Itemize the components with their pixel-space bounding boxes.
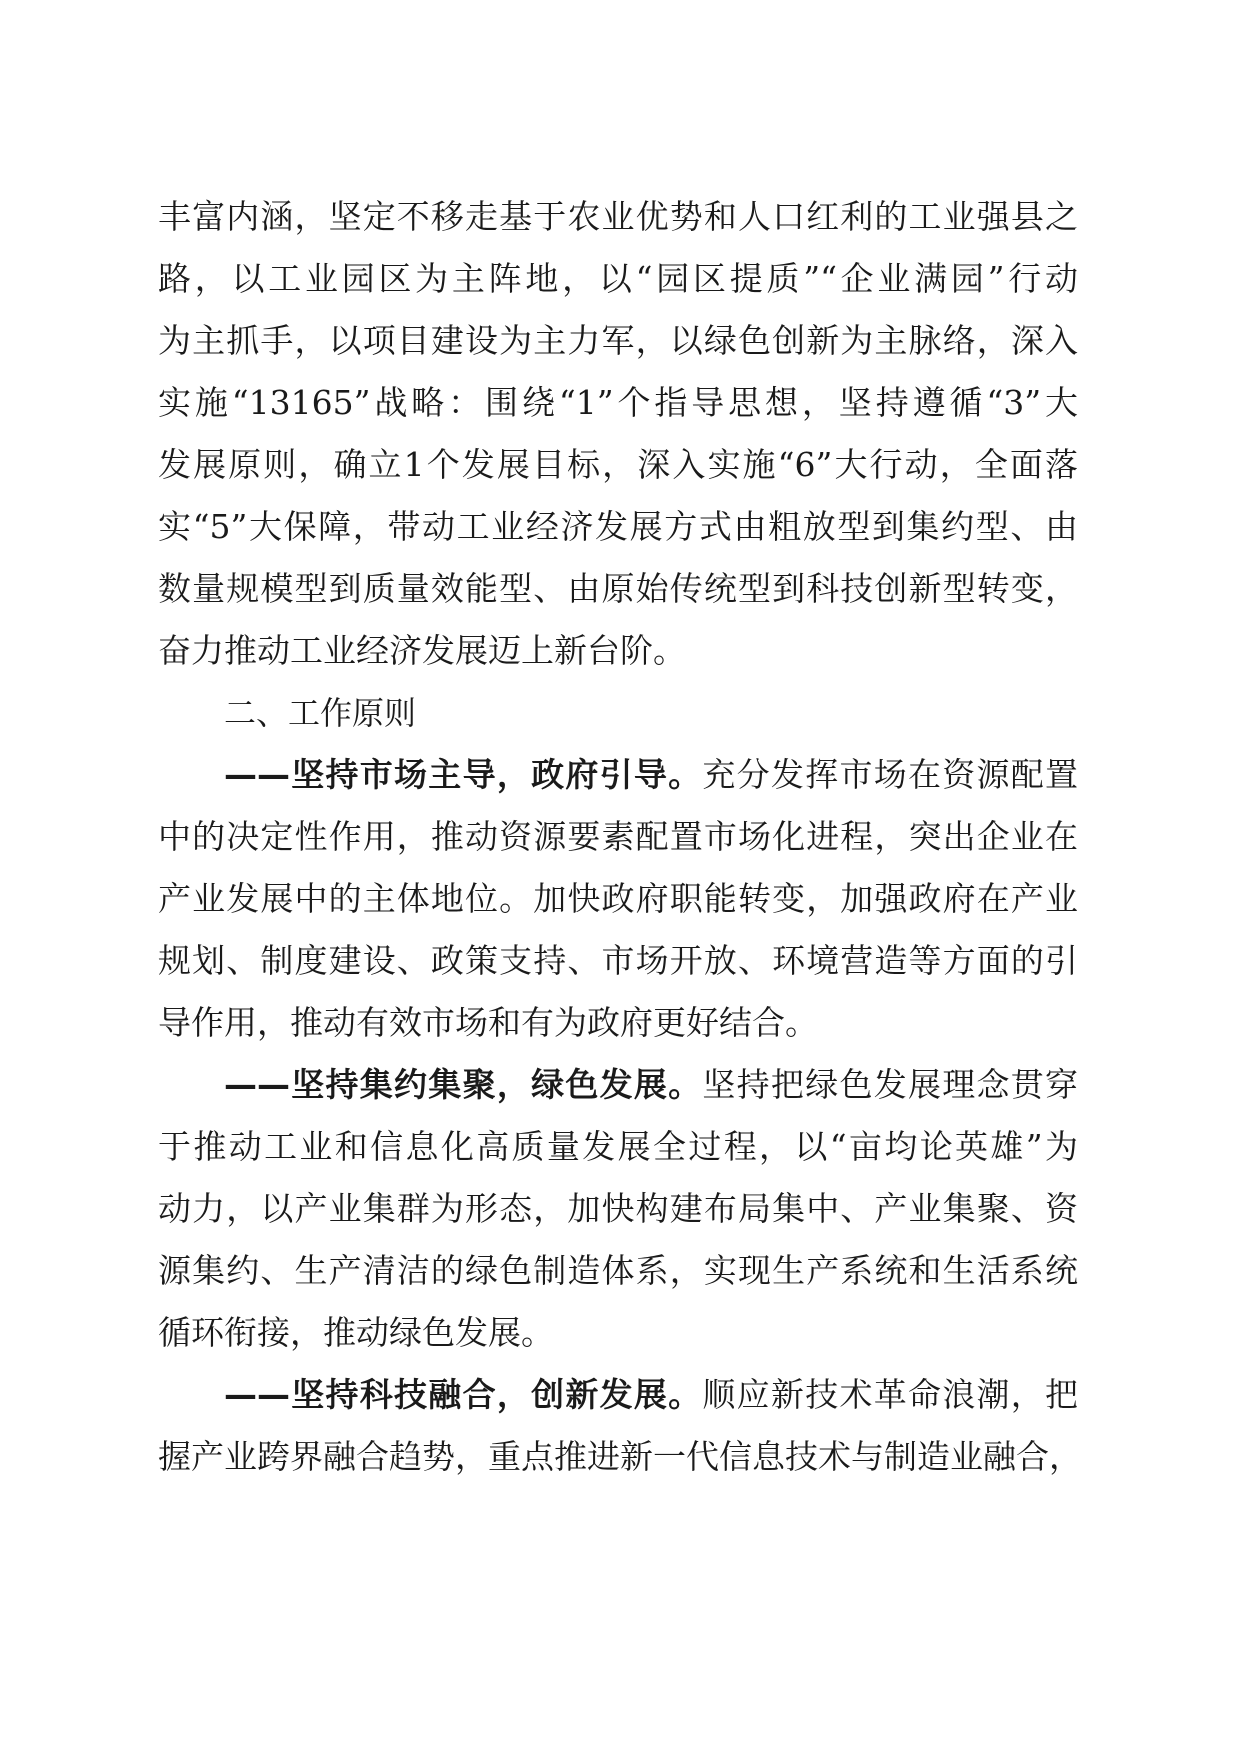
text-line xyxy=(158,1364,1078,1426)
text-line: 握产业跨界融合趋势，重点推进新一代信息技术与制造业融合， xyxy=(158,1437,1082,1476)
text-line: 动力，以产业集群为形态，加快构建布局集中、产业集聚、资 xyxy=(158,1189,1078,1228)
text-line: 丰富内涵，坚定不移走基于农业优势和人口红利的工业强县之 xyxy=(158,197,1078,236)
text-line: 实“5”大保障，带动工业经济发展方式由粗放型到集约型、由 xyxy=(158,507,1078,546)
principle-text: 充分发挥市场在资源配置 xyxy=(702,755,1079,794)
principle-lead: ——坚持科技融合，创新发展。 xyxy=(224,1375,703,1414)
principle-lead: ——坚持集约集聚，绿色发展。 xyxy=(224,1065,703,1104)
text-line: 数量规模型到质量效能型、由原始传统型到科技创新型转变， xyxy=(158,569,1078,608)
paragraph-strategy xyxy=(158,186,1078,682)
text-line: 源集约、生产清洁的绿色制造体系，实现生产系统和生活系统 xyxy=(158,1251,1078,1290)
text-line: 奋力推动工业经济发展迈上新台阶。 xyxy=(158,631,686,670)
text-line: 规划、制度建设、政策支持、市场开放、环境营造等方面的引 xyxy=(158,941,1078,980)
text-line: 为主抓手，以项目建设为主力军，以绿色创新为主脉络，深入 xyxy=(158,321,1078,360)
text-line: 产业发展中的主体地位。加快政府职能转变，加强政府在产业 xyxy=(158,879,1078,918)
principle-lead: ——坚持市场主导，政府引导。 xyxy=(224,755,703,794)
text-line: 于推动工业和信息化高质量发展全过程，以“亩均论英雄”为 xyxy=(158,1127,1078,1166)
text-line: 循环衔接，推动绿色发展。 xyxy=(158,1313,554,1352)
text-line xyxy=(158,1054,1078,1116)
text-line: 中的决定性作用，推动资源要素配置市场化进程，突出企业在 xyxy=(158,817,1078,856)
paragraph-principle-market xyxy=(158,744,1078,1054)
text-line: 发展原则，确立1个发展目标，深入实施“6”大行动，全面落 xyxy=(158,445,1078,484)
document-body xyxy=(158,186,1082,1488)
text-line: 实施“13165”战略：围绕“1”个指导思想，坚持遵循“3”大 xyxy=(158,383,1078,422)
text-line: 导作用，推动有效市场和有为政府更好结合。 xyxy=(158,1003,818,1042)
paragraph-principle-green xyxy=(158,1054,1078,1364)
text-line: 路，以工业园区为主阵地，以“园区提质”“企业满园”行动 xyxy=(158,259,1078,298)
principle-text: 坚持把绿色发展理念贯穿 xyxy=(702,1065,1079,1104)
paragraph-principle-innovation xyxy=(158,1364,1082,1488)
principle-text: 顺应新技术革命浪潮，把 xyxy=(702,1375,1079,1414)
text-line xyxy=(158,744,1078,806)
section-heading: 二、工作原则 xyxy=(224,694,417,732)
